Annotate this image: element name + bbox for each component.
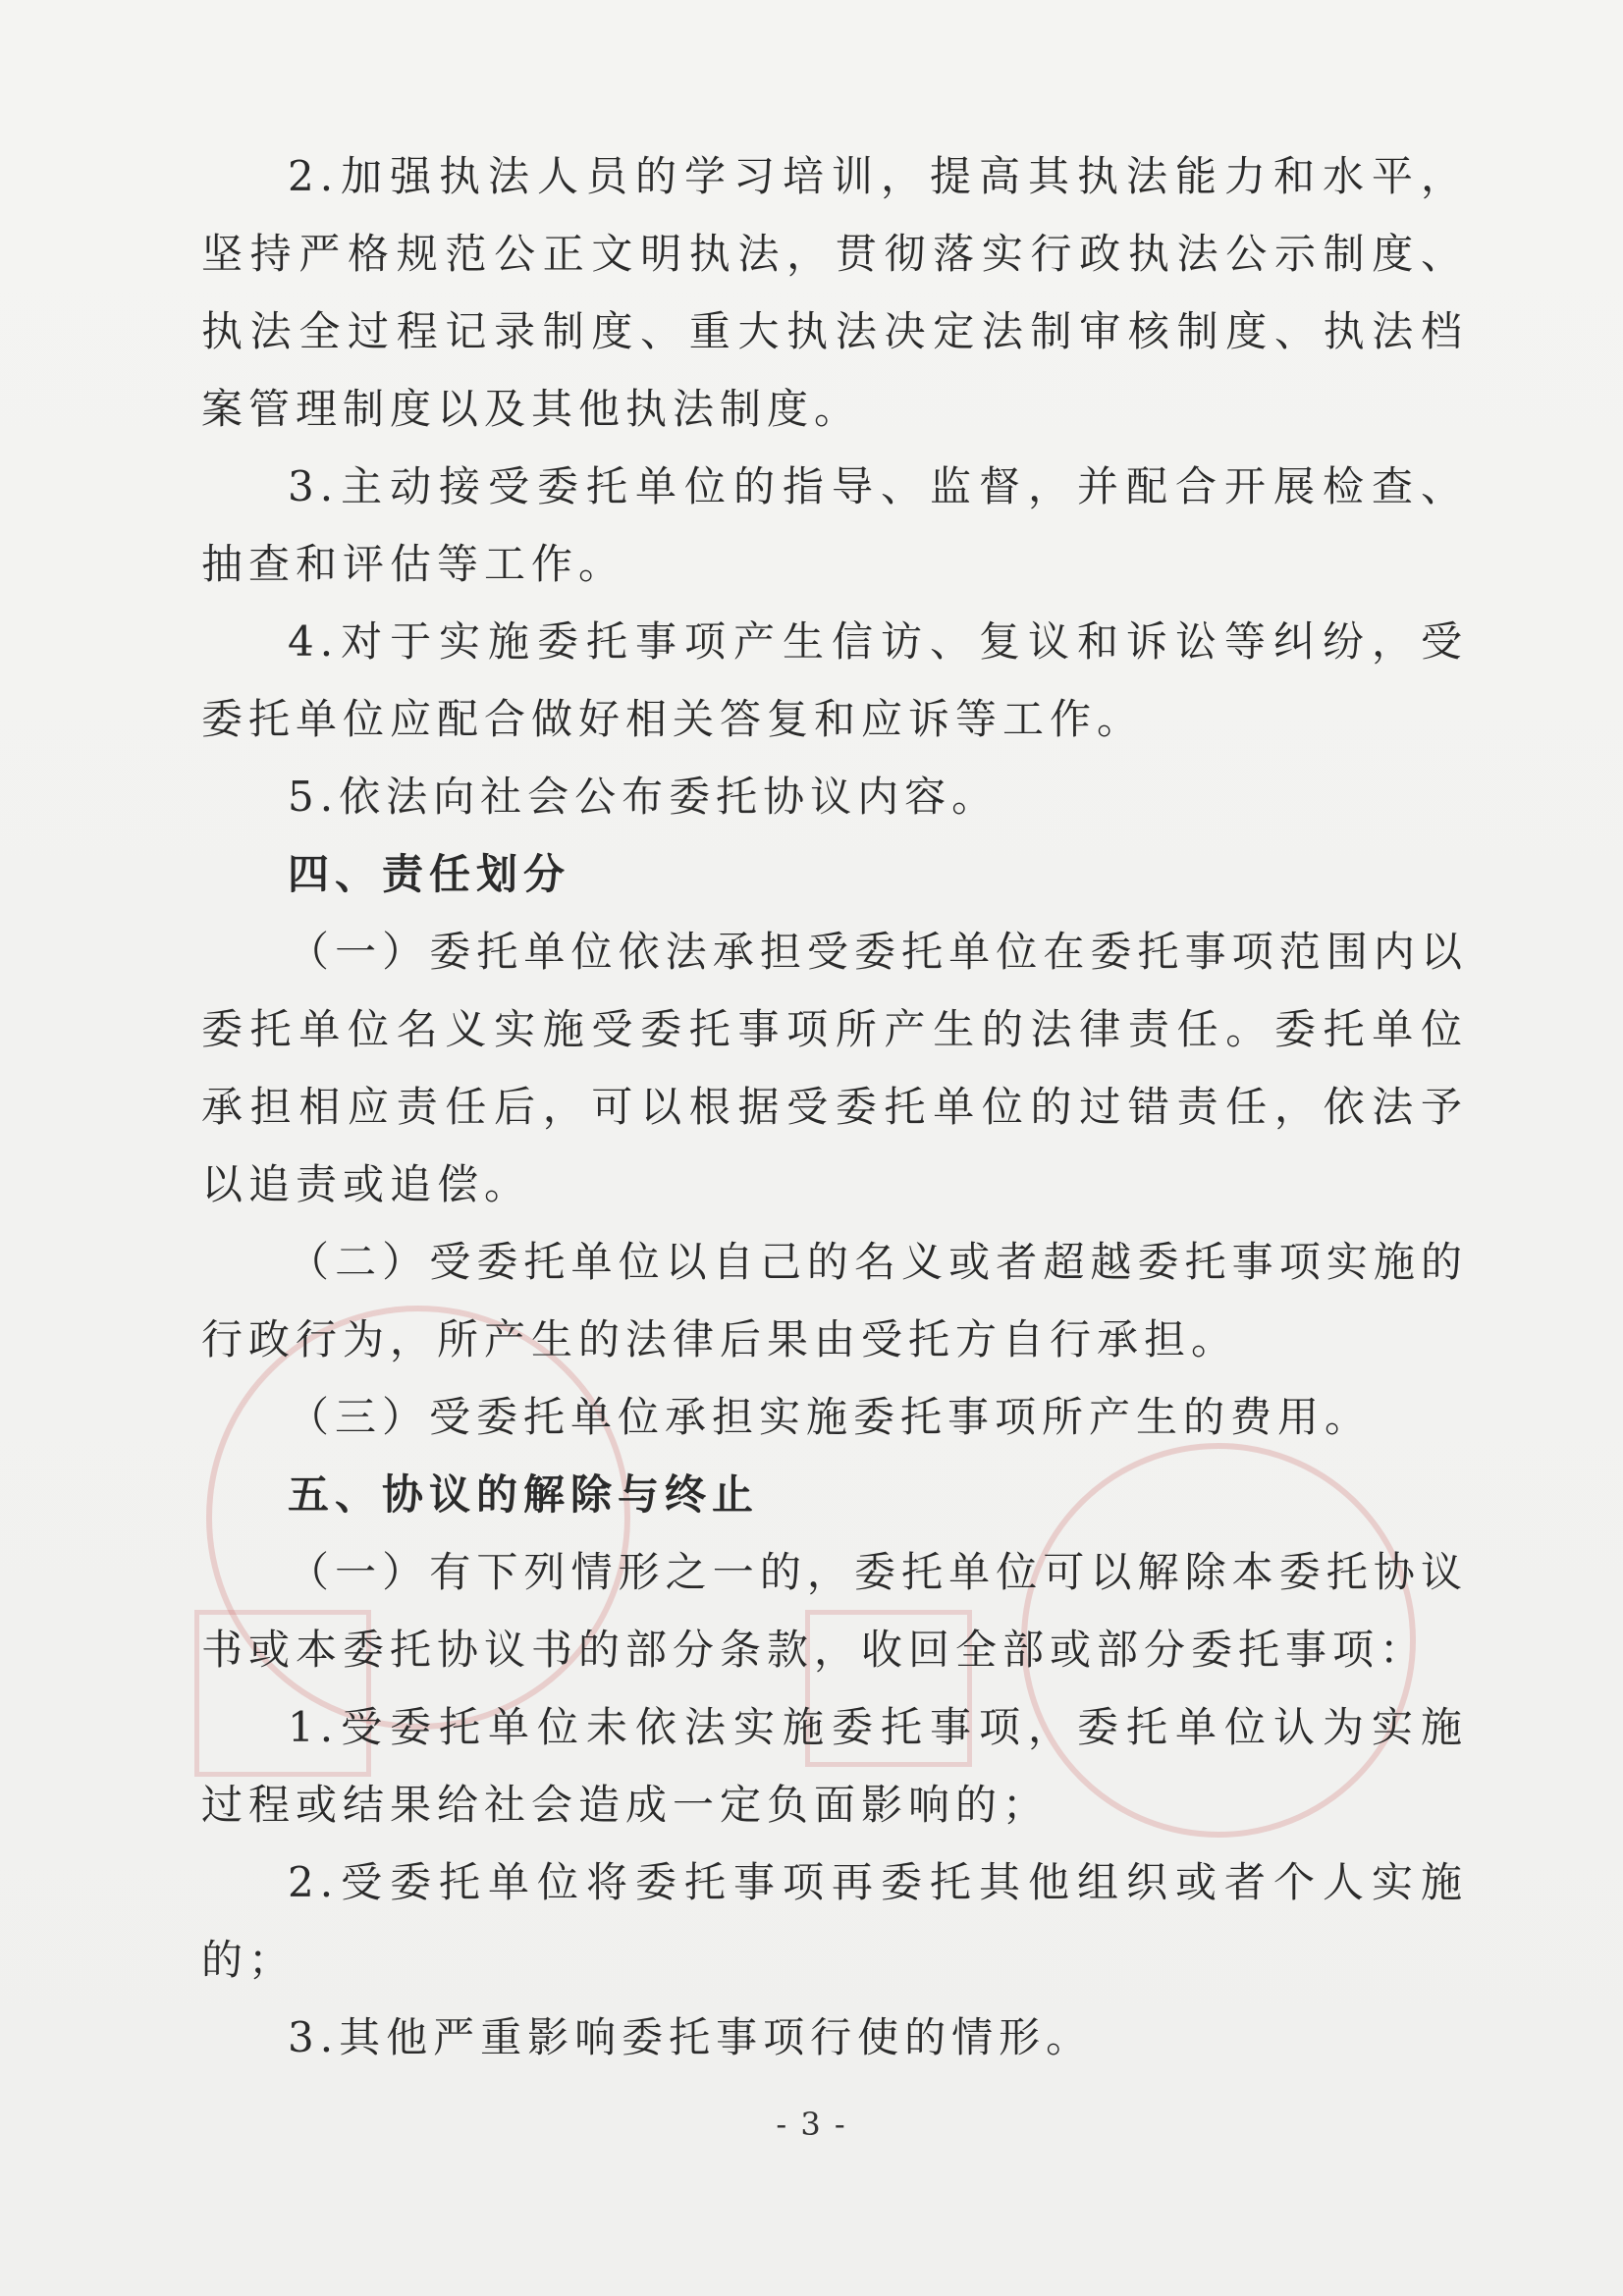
section-heading-5: 五、协议的解除与终止	[288, 1470, 760, 1519]
section-heading-4: 四、责任划分	[288, 850, 571, 898]
paragraph-termination-item-1: 1.受委托单位未依法实施委托事项，委托单位认为实施过程或结果给社会造成一定负面影响的；	[201, 1703, 1468, 1829]
paragraph-item-4: 4.对于实施委托事项产生信访、复议和诉讼等纠纷，受委托单位应配合做好相关答复和应诉等工作。	[201, 617, 1468, 743]
document-body	[201, 137, 1468, 2076]
paragraph-responsibility-2: （二）受委托单位以自己的名义或者超越委托事项实施的行政行为，所产生的法律后果由受托方自行承担。	[201, 1238, 1468, 1363]
paragraph-termination-item-2: 2.受委托单位将委托事项再委托其他组织或者个人实施的；	[201, 1858, 1468, 1984]
page-number: - 3 -	[776, 2106, 847, 2143]
paragraph-item-2: 2.加强执法人员的学习培训，提高其执法能力和水平，坚持严格规范公正文明执法，贯彻落实行政执法公示制度、执法全过程记录制度、重大执法决定法制审核制度、执法档案管理制度以及其他执法制度。	[201, 152, 1468, 433]
paragraph-item-5: 5.依法向社会公布委托协议内容。	[288, 773, 1000, 821]
paragraph-termination-item-3: 3.其他严重影响委托事项行使的情形。	[288, 2013, 1094, 2061]
paragraph-responsibility-1: （一）委托单位依法承担受委托单位在委托事项范围内以委托单位名义实施受委托事项所产生的法律责任。委托单位承担相应责任后，可以根据受委托单位的过错责任，依法予以追责或追偿。	[201, 928, 1468, 1208]
paragraph-item-3: 3.主动接受委托单位的指导、监督，并配合开展检查、抽查和评估等工作。	[201, 462, 1468, 588]
paragraph-responsibility-3: （三）受委托单位承担实施委托事项所产生的费用。	[288, 1393, 1373, 1441]
paragraph-termination-1: （一）有下列情形之一的，委托单位可以解除本委托协议书或本委托协议书的部分条款，收回全部或部分委托事项：	[201, 1548, 1468, 1674]
